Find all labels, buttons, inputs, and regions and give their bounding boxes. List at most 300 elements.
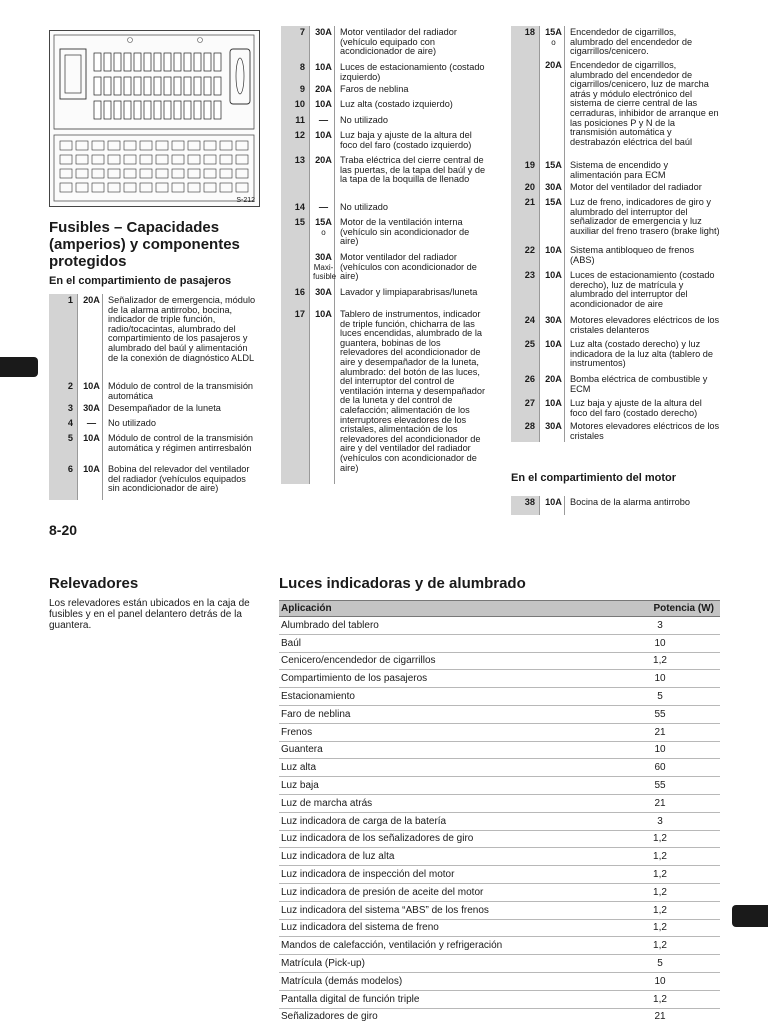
relay-icon (124, 155, 136, 164)
fuse-row (511, 420, 720, 442)
fuse-number: 27 (511, 397, 539, 420)
fuse-slot (174, 53, 181, 71)
relay-icon (76, 183, 88, 192)
fuse-description: Luces de estacionamiento (costado izquierdo) (340, 62, 485, 82)
power-cell: 1,2 (653, 655, 667, 667)
fuse-slot (124, 53, 131, 71)
fuse-description: Módulo de control de la transmisión automática y régimen antirresbalón (108, 433, 254, 453)
table-row (279, 884, 720, 902)
left-page-tab (0, 357, 38, 377)
fuse-number: 22 (511, 244, 539, 269)
fuse-description: Motor ventilador del radiador (vehículo equipado con acondicionador de aire) (340, 27, 457, 57)
fuse-row (511, 181, 720, 196)
relay-icon (156, 155, 168, 164)
relay-icon (140, 169, 152, 178)
table-row (279, 759, 720, 777)
relay-icon (140, 141, 152, 150)
fuse-description: No utilizado (340, 202, 389, 212)
fuse-number: 11 (281, 114, 309, 129)
fuse-amp-value: 10A (545, 398, 562, 408)
relay-icon (188, 141, 200, 150)
fuse-row (281, 61, 490, 83)
fuse-number: 10 (281, 98, 309, 114)
relay-icon (92, 169, 104, 178)
fuse-amperage (539, 397, 565, 420)
table-row (279, 706, 720, 724)
fuse-amp-value: 15A (545, 197, 562, 207)
fuse-slot (134, 77, 141, 95)
power-cell: 1,2 (653, 869, 667, 881)
fuse-number: 23 (511, 269, 539, 314)
fuse-amperage (309, 61, 335, 83)
fuse-row (511, 269, 720, 314)
relay-icon (140, 155, 152, 164)
application-cell: Baúl (281, 637, 302, 649)
fuse-slot (144, 53, 151, 71)
fuse-amperage (539, 373, 565, 397)
fuse-amp-value: 20A (315, 84, 332, 94)
relays-text: Los relevadores están ubicados en la caja de fusibles y en el panel delantero detrás de la guantera. (49, 598, 250, 631)
fuse-amp-value: 10A (315, 130, 332, 140)
fuse-description: Lavador y limpiaparabrisas/luneta (340, 287, 478, 297)
fuse-amperage (77, 402, 103, 417)
relay-icon (220, 183, 232, 192)
fuse-amp-value: — (86, 418, 97, 428)
table-row (279, 1009, 720, 1024)
application-cell: Guantera (281, 744, 323, 756)
fuse-row (281, 251, 490, 286)
fuse-number: 5 (49, 432, 77, 463)
relay-icon (204, 141, 216, 150)
power-cell: 3 (657, 619, 663, 631)
passenger-subheading: En el compartimiento de pasajeros (49, 275, 232, 287)
fuse-row (49, 463, 260, 500)
fuse-amperage (539, 338, 565, 373)
fuse-slot (164, 53, 171, 71)
application-cell: Pantalla digital de función triple (281, 993, 420, 1005)
fuse-amperage (539, 314, 565, 338)
fuse-amp-value: 30A (83, 403, 100, 413)
application-cell: Luz indicadora del sistema “ABS” de los frenos (281, 904, 489, 916)
fuse-slot (114, 77, 121, 95)
fuse-description: Luz baja y ajuste de la altura del foco del faro (costado izquierdo) (340, 130, 472, 150)
fuse-number: 20 (511, 181, 539, 196)
fuse-amp-value: 20A (545, 374, 562, 384)
fuse-amperage (539, 496, 565, 515)
fuse-amperage (77, 380, 103, 402)
fuse-number: 26 (511, 373, 539, 397)
fuse-slot (184, 77, 191, 95)
relay-icon (236, 141, 248, 150)
fuse-amp-note: Maxi-fusible (313, 262, 337, 281)
relay-icon (124, 183, 136, 192)
lights-table (279, 600, 720, 1024)
fuse-number: 15 (281, 216, 309, 251)
application-cell: Faro de neblina (281, 708, 351, 720)
fuse-slot (214, 53, 221, 71)
table-row (279, 831, 720, 849)
fuse-number: 19 (511, 159, 539, 181)
fuse-description: Motor de la ventilación interna (vehículo sin acondicionador de aire) (340, 217, 470, 247)
relay-icon (124, 169, 136, 178)
fuse-amp-value: 10A (545, 270, 562, 280)
relay-icon (188, 183, 200, 192)
fuse-amperage (309, 251, 335, 286)
fuse-slot (194, 101, 201, 119)
fuse-number: 3 (49, 402, 77, 417)
relay-icon (156, 183, 168, 192)
fuse-amp-value: 15A (545, 27, 562, 37)
table-row (279, 955, 720, 973)
relay-icon (108, 169, 120, 178)
relay-icon (220, 141, 232, 150)
fuse-amperage (309, 308, 335, 484)
fuse-description: Encendedor de cigarrillos, alumbrado del encendedor de cigarrillos/cenicero. (570, 27, 693, 57)
fuse-amp-value: 20A (315, 155, 332, 165)
fuse-box-illustration (50, 31, 259, 206)
application-cell: Mandos de calefacción, ventilación y refrigeración (281, 940, 503, 952)
relay-icon (236, 155, 248, 164)
relay-icon (156, 141, 168, 150)
fuse-amperage (77, 463, 103, 500)
fuse-description: Bomba eléctrica de combustible y ECM (570, 374, 708, 394)
fuse-slot (124, 101, 131, 119)
relay-icon (60, 183, 72, 192)
relay-icon (204, 169, 216, 178)
fuse-amp-value: 10A (83, 464, 100, 474)
fuse-amp-value: 10A (315, 62, 332, 72)
table-row (279, 991, 720, 1009)
table-row (279, 920, 720, 938)
fuse-slot (114, 101, 121, 119)
fuse-row (511, 26, 720, 59)
fuse-row (511, 159, 720, 181)
application-cell: Luz indicadora de carga de la batería (281, 815, 447, 827)
fuse-slot (184, 101, 191, 119)
relay-icon (188, 169, 200, 178)
power-cell: 10 (654, 637, 666, 649)
fuse-row (281, 154, 490, 201)
power-cell: 21 (654, 726, 666, 738)
fuse-slot (164, 101, 171, 119)
fuse-row (49, 380, 260, 402)
fuse-description: No utilizado (108, 418, 157, 428)
fuse-amperage (309, 286, 335, 308)
application-cell: Matrícula (Pick-up) (281, 958, 365, 970)
fuse-slot (204, 77, 211, 95)
power-cell: 21 (654, 797, 666, 809)
fuse-table-passenger-3 (511, 26, 720, 442)
fuse-slot (94, 101, 101, 119)
fuse-amperage (539, 159, 565, 181)
fuse-number (281, 251, 309, 286)
table-row (279, 777, 720, 795)
fuse-row (281, 308, 490, 484)
relay-icon (172, 169, 184, 178)
application-cell: Luz alta (281, 762, 317, 774)
fuse-amp-value: 10A (315, 309, 332, 319)
fuse-description: Faros de neblina (340, 84, 409, 94)
power-cell: 5 (657, 958, 663, 970)
table-row (279, 902, 720, 920)
fuse-slot (134, 53, 141, 71)
fuse-description: Motores elevadores eléctricos de los cristales (570, 421, 720, 441)
fuse-description: Encendedor de cigarrillos, alumbrado del encendedor de cigarrillos/cenicero, luz de marcha atrás y módulo electrónico del sistema de cierre central de las cerraduras, inhibidor de arranque en las posiciones P y N de la transmisión automática y destrabazón eléctrica del baúl (570, 60, 719, 147)
fuse-amperage (539, 59, 565, 159)
page-number: 8-20 (49, 522, 78, 538)
relay-icon (204, 155, 216, 164)
relay-icon (124, 141, 136, 150)
fuse-row (511, 338, 720, 373)
fuse-amperage (309, 98, 335, 114)
fuse-amperage (309, 114, 335, 129)
fuse-amperage (539, 26, 565, 59)
relay-icon (76, 141, 88, 150)
fuse-amp-value: 15A (315, 217, 332, 227)
fuse-row (511, 373, 720, 397)
fuse-row (49, 294, 260, 380)
fuse-number: 17 (281, 308, 309, 484)
power-cell: 1,2 (653, 922, 667, 934)
fuse-description: Señalizador de emergencia, módulo de la alarma antirrobo, bocina, indicador de triple función, radio/tocacintas, alumbrado del compartimiento de los pasajeros y alumbrado del baúl y alimentación de la conexión de diagnóstico ALDL (108, 295, 256, 363)
fuse-description: Sistema de encendido y alimentación para ECM (570, 160, 669, 180)
fuse-amp-value: 10A (545, 339, 562, 349)
fuse-number: 4 (49, 417, 77, 432)
power-cell: 10 (654, 975, 666, 987)
fuse-row (511, 59, 720, 159)
fuse-amp-value: 30A (315, 252, 332, 262)
fuse-amp-value: 30A (545, 315, 562, 325)
fuse-slot (104, 101, 111, 119)
fuse-box-diagram (49, 30, 260, 207)
fuse-number: 12 (281, 129, 309, 154)
lights-heading: Luces indicadoras y de alumbrado (279, 575, 526, 592)
relay-icon (236, 169, 248, 178)
fuse-slot (114, 53, 121, 71)
relay-icon (60, 141, 72, 150)
fuse-row (281, 98, 490, 114)
fuse-number: 25 (511, 338, 539, 373)
relay-icon (172, 141, 184, 150)
fuse-amperage (539, 181, 565, 196)
table-row (279, 688, 720, 706)
relay-icon (156, 169, 168, 178)
power-cell: 10 (654, 744, 666, 756)
fuse-number: 21 (511, 196, 539, 244)
application-cell: Señalizadores de giro (281, 1011, 378, 1023)
fuse-description: Sistema antibloqueo de frenos (ABS) (570, 245, 695, 265)
fuse-description: No utilizado (340, 115, 389, 125)
fuse-number: 16 (281, 286, 309, 308)
table-row (279, 795, 720, 813)
fuse-amperage (309, 83, 335, 98)
fuse-row (49, 402, 260, 417)
fuse-slot (94, 77, 101, 95)
relay-icon (220, 169, 232, 178)
fuse-slot (104, 53, 111, 71)
table-row (279, 617, 720, 635)
table-row (279, 848, 720, 866)
fuse-slot (184, 53, 191, 71)
fuse-number: 28 (511, 420, 539, 442)
relay-icon (236, 183, 248, 192)
engine-subheading: En el compartimiento del motor (511, 472, 677, 484)
application-cell: Luz baja (281, 780, 319, 792)
table-row (279, 724, 720, 742)
fuse-slot (144, 77, 151, 95)
fuse-row (281, 129, 490, 154)
fuse-table-engine (511, 496, 720, 515)
application-cell: Matrícula (demás modelos) (281, 975, 403, 987)
table-row (279, 866, 720, 884)
fuse-amperage (539, 420, 565, 442)
fuse-amperage (309, 26, 335, 61)
fuse-number (511, 59, 539, 159)
relay-icon (92, 155, 104, 164)
relay-icon (108, 141, 120, 150)
fuse-amperage (309, 154, 335, 201)
fuse-amp-value: 10A (545, 245, 562, 255)
fuse-number: 9 (281, 83, 309, 98)
relay-icon (108, 155, 120, 164)
fuse-description: Traba eléctrica del cierre central de las puertas, de la tapa del baúl y de la tapa de la boquilla de llenado (340, 155, 486, 185)
power-cell: 1,2 (653, 904, 667, 916)
power-cell: 5 (657, 691, 663, 703)
fuse-row (49, 432, 260, 463)
relay-icon (204, 183, 216, 192)
fuse-amp-note: o (551, 37, 556, 47)
fuse-description: Luz alta (costado izquierdo) (340, 99, 453, 109)
application-cell: Estacionamiento (281, 691, 355, 703)
relay-icon (60, 155, 72, 164)
fuse-row (511, 397, 720, 420)
application-cell: Luz indicadora de presión de aceite del motor (281, 886, 484, 898)
fuse-description: Motor del ventilador del radiador (570, 182, 702, 192)
table-row (279, 670, 720, 688)
fuse-slot (124, 77, 131, 95)
relay-icon (92, 183, 104, 192)
application-cell: Frenos (281, 726, 313, 738)
fuse-description: Luz alta (costado derecho) y luz indicadora de la luz alta (tablero de instrumentos) (570, 339, 714, 369)
fuses-heading: Fusibles – Capacidades (amperios) y componentes protegidos (49, 219, 240, 270)
relay-icon (172, 183, 184, 192)
fuse-slot (94, 53, 101, 71)
table-row (279, 973, 720, 991)
fuse-slot (174, 101, 181, 119)
lights-table-header (279, 600, 720, 617)
fuse-amperage (309, 129, 335, 154)
fuse-amperage (77, 417, 103, 432)
fuse-slot (204, 101, 211, 119)
relay-icon (76, 155, 88, 164)
fuse-table-passenger-1 (49, 294, 260, 500)
power-cell: 55 (654, 780, 666, 792)
fuse-row (281, 201, 490, 216)
application-cell: Luz indicadora del sistema de freno (281, 922, 439, 934)
power-cell: 55 (654, 708, 666, 720)
fuse-description: Luces de estacionamiento (costado derecho), luz de matrícula y alumbrado del interruptor del acondicionador de aire (570, 270, 715, 309)
fuse-row (281, 114, 490, 129)
fuse-slot (194, 77, 201, 95)
fuse-description: Luz de freno, indicadores de giro y alumbrado del interruptor del señalizador de emergencia y luz auxiliar del freno trasero (brake light) (570, 197, 720, 236)
fuse-slot (194, 53, 201, 71)
fuse-row (511, 196, 720, 244)
fuse-row (281, 83, 490, 98)
fuse-number: 13 (281, 154, 309, 201)
fuse-amperage (309, 201, 335, 216)
fuse-amp-value: 20A (83, 295, 100, 305)
fuse-row (281, 216, 490, 251)
power-cell: 1,2 (653, 886, 667, 898)
fuse-amp-value: 30A (545, 182, 562, 192)
fuse-row (281, 26, 490, 61)
fuse-amperage (539, 269, 565, 314)
relay-icon (140, 183, 152, 192)
fuse-amp-value: — (318, 202, 329, 212)
fuse-number: 6 (49, 463, 77, 500)
fuse-row (281, 286, 490, 308)
fuse-amp-value: 10A (315, 99, 332, 109)
fuse-amperage (309, 216, 335, 251)
power-cell: 1,2 (653, 993, 667, 1005)
relay-icon (188, 155, 200, 164)
fuse-description: Módulo de control de la transmisión automática (108, 381, 254, 401)
fuse-number: 7 (281, 26, 309, 61)
fuse-number: 38 (511, 496, 539, 515)
fuse-number: 8 (281, 61, 309, 83)
fuse-slot (214, 77, 221, 95)
power-cell: 1,2 (653, 833, 667, 845)
relay-icon (220, 155, 232, 164)
fuse-description: Desempañador de la luneta (108, 403, 221, 413)
right-page-tab (732, 905, 768, 927)
fuse-amp-value: 30A (315, 287, 332, 297)
fuse-row (511, 496, 720, 515)
fuse-number: 18 (511, 26, 539, 59)
fuse-description: Luz baja y ajuste de la altura del foco del faro (costado derecho) (570, 398, 702, 418)
power-cell: 1,2 (653, 851, 667, 863)
application-cell: Luz indicadora de los señalizadores de giro (281, 833, 474, 845)
fuse-row (511, 244, 720, 269)
fuse-description: Bobina del relevador del ventilador del radiador (vehículos equipados sin acondicionador de aire) (108, 464, 250, 494)
power-cell: 21 (654, 1011, 666, 1023)
fuse-number: 14 (281, 201, 309, 216)
fuse-amp-value: 20A (545, 60, 562, 70)
fuse-number: 1 (49, 294, 77, 380)
fuse-slot (134, 101, 141, 119)
fuse-description: Motor ventilador del radiador (vehículos con acondicionador de aire) (340, 252, 477, 282)
fuse-amperage (77, 294, 103, 380)
application-cell: Luz indicadora de luz alta (281, 851, 395, 863)
fuse-slot (154, 101, 161, 119)
fuse-amperage (539, 196, 565, 244)
fuse-slot (144, 101, 151, 119)
fuse-slot (154, 53, 161, 71)
fuse-amp-note: o (321, 227, 326, 237)
application-cell: Luz indicadora de inspección del motor (281, 869, 455, 881)
fuse-table-passenger-2 (281, 26, 490, 484)
power-cell: 1,2 (653, 940, 667, 952)
fuse-amp-value: 30A (315, 27, 332, 37)
fuse-amp-value: 30A (545, 421, 562, 431)
fuse-slot (164, 77, 171, 95)
table-row (279, 635, 720, 653)
application-cell: Alumbrado del tablero (281, 619, 379, 631)
power-cell: 10 (654, 673, 666, 685)
fuse-number: 2 (49, 380, 77, 402)
power-cell: 60 (654, 762, 666, 774)
relay-icon (92, 141, 104, 150)
